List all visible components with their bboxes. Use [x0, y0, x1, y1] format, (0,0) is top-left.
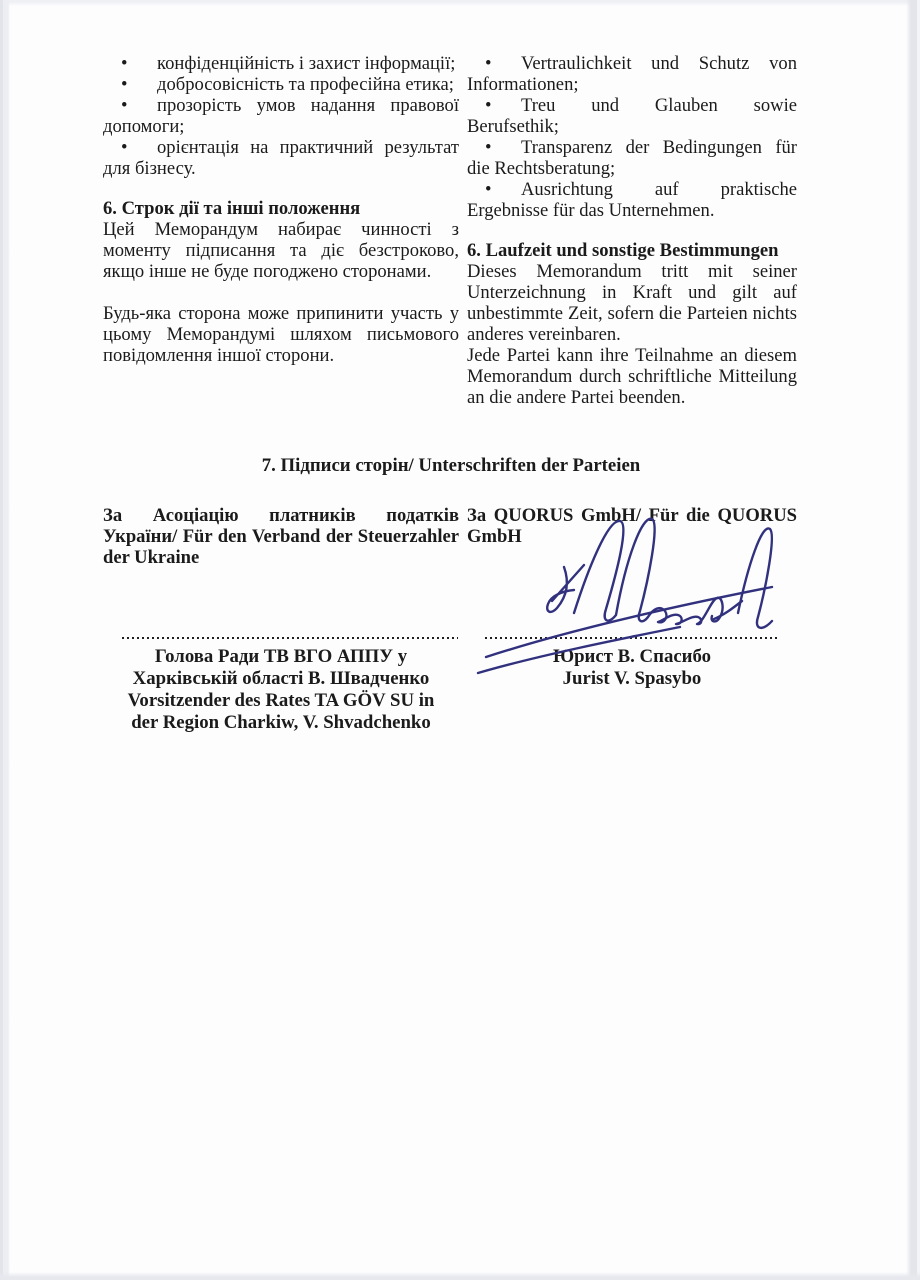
- scan-edge-bottom: [0, 1272, 920, 1280]
- bullet-item: [467, 179, 797, 221]
- bullet-text: Treu und Glauben sowie Berufsethik;: [467, 95, 797, 137]
- signature-initial-stroke: [547, 565, 584, 612]
- section6-para2-de: Jede Partei kann ihre Teilnahme an diesem Memorandum durch schriftliche Mitteilung an die andere Partei beenden.: [467, 345, 797, 408]
- column-german: [467, 53, 797, 408]
- scan-edge-top: [0, 0, 920, 6]
- bullet-marker: •: [121, 74, 128, 95]
- bullet-marker: •: [485, 137, 492, 158]
- bullet-marker: •: [121, 95, 128, 116]
- scan-edge-right: [906, 0, 920, 1280]
- handwritten-signature-ink: [470, 505, 780, 685]
- bullet-text: добросовісність та професійна етика;: [157, 74, 454, 95]
- bullet-list-uk: [103, 53, 459, 179]
- bullet-text: конфіденційність і захист інформації;: [157, 53, 456, 74]
- signature-loop-stroke: [738, 528, 772, 627]
- party-left: За Асоціацію платників податків України/ Für den Verband der Steuerzahler der Ukraine: [103, 505, 459, 568]
- section6-para1-de: Dieses Memorandum tritt mit seiner Unterzeichnung in Kraft und gilt auf unbestimmte Zeit, sofern die Parteien nichts anderes vereinbaren.: [467, 261, 797, 345]
- two-column-body: [103, 53, 799, 408]
- bullet-text: орієнтація на практичний результат для бізнесу.: [103, 137, 459, 179]
- bullet-item: [467, 53, 797, 95]
- party-right: За QUORUS GmbH/ Für die QUORUS GmbH: [467, 505, 797, 547]
- bullet-marker: •: [121, 137, 128, 158]
- bullet-marker: •: [485, 95, 492, 116]
- section6-heading-uk: 6. Строк дії та інші положення: [103, 198, 361, 219]
- section6-para2-uk: Будь-яка сторона може припинити участь у цьому Меморандумі шляхом письмового повідомлення іншої сторони.: [103, 303, 459, 366]
- signature-underline-stroke: [486, 587, 772, 657]
- bullet-text: Transparenz der Bedingungen für die Rechtsberatung;: [467, 137, 797, 179]
- bullet-item: [467, 95, 797, 137]
- scan-edge-left: [0, 0, 10, 1280]
- signature-dotted-line-left: [122, 636, 458, 639]
- section6-heading-de: 6. Laufzeit und sonstige Bestimmungen: [467, 240, 779, 261]
- name-line: Голова Ради ТВ ВГО АППУ у: [154, 646, 408, 667]
- bullet-text: Vertraulichkeit und Schutz von Informationen;: [467, 53, 797, 95]
- bullet-item: [103, 137, 459, 179]
- bullet-item: [103, 95, 459, 137]
- signature-block-left: [103, 618, 459, 734]
- name-line: Vorsitzender des Rates TA GÖV SU in: [127, 690, 435, 711]
- bullet-marker: •: [121, 53, 128, 74]
- name-line: der Region Charkiw, V. Shvadchenko: [131, 712, 431, 733]
- bullet-text: прозорість умов надання правової допомоги;: [103, 95, 459, 137]
- section6-para1-uk: Цей Меморандум набирає чинності з моменту підписання та діє безстроково, якщо інше не буде погоджено сторонами.: [103, 219, 459, 282]
- name-line: Юрист В. Спасибо: [552, 646, 712, 667]
- bullet-text: Ausrichtung auf praktische Ergebnisse für das Unternehmen.: [467, 179, 797, 221]
- bullet-item: [103, 74, 459, 95]
- bullet-marker: •: [485, 53, 492, 74]
- bullet-list-de: [467, 53, 797, 221]
- name-line: Jurist V. Spasybo: [562, 668, 702, 689]
- signatory-name-left: [103, 646, 459, 734]
- bullet-marker: •: [485, 179, 492, 200]
- bullet-item: [103, 53, 459, 74]
- column-ukrainian: [103, 53, 459, 408]
- signature-main-stroke: [574, 519, 742, 624]
- name-line: Харківській області В. Швадченко: [132, 668, 430, 689]
- section7-heading: 7. Підписи сторін/ Unterschriften der Parteien: [261, 455, 641, 476]
- bullet-item: [467, 137, 797, 179]
